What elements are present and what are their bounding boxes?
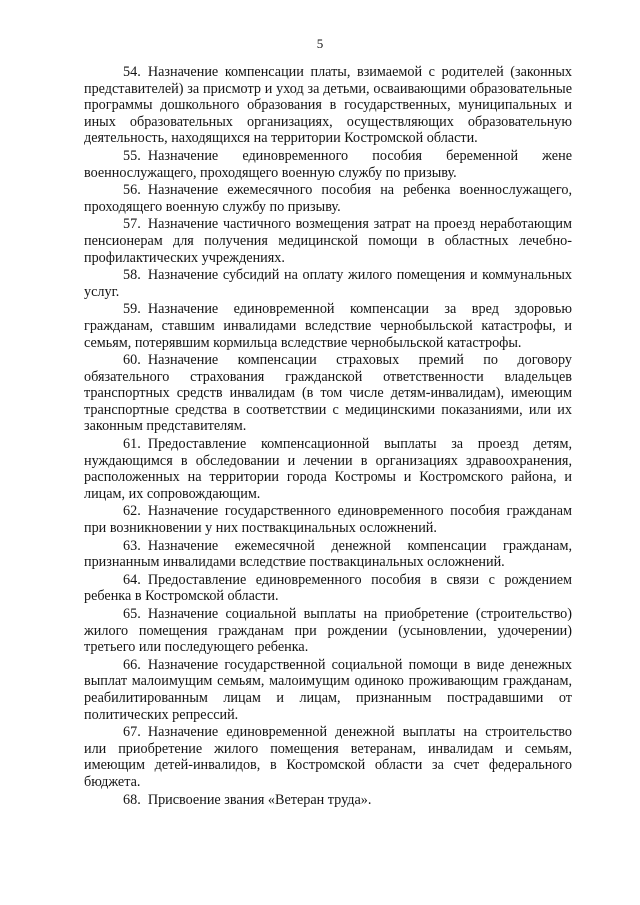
- item-number: 67.: [123, 724, 141, 741]
- item-text: Назначение частичного возмещения затрат на проезд неработающим пенсионерам для получения медицинской помощи в областных лечебно-профилактических учреждениях.: [84, 216, 572, 266]
- list-item: [84, 792, 572, 809]
- item-number: 57.: [123, 216, 141, 233]
- item-number: 65.: [123, 606, 141, 622]
- item-text: Предоставление компенсационной выплаты за проезд детям, нуждающимся в обследовании и лечении в организациях здравоохранения, расположенных на территории города Костромы и Костромского района, и лицам, их сопровождающим.: [84, 436, 572, 502]
- item-number: 64.: [123, 571, 141, 588]
- item-number: 54.: [123, 64, 141, 80]
- item-text: Назначение ежемесячного пособия на ребенка военнослужащего, проходящего военную службу по призыву.: [84, 182, 572, 215]
- item-text: Назначение государственной социальной помощи в виде денежных выплат малоимущим семьям, малоимущим одиноко проживающим гражданам, реабилитированным лицам и лицам, признанным пострадавшими от политических репрессий.: [84, 656, 572, 723]
- item-number: 68.: [123, 791, 141, 808]
- list-item: [84, 538, 572, 571]
- document-body: [84, 64, 572, 809]
- item-number: 61.: [123, 436, 141, 453]
- list-item: [84, 301, 572, 351]
- page-number: 5: [316, 36, 324, 51]
- item-number: 66.: [123, 656, 141, 673]
- item-number: 55.: [123, 147, 141, 164]
- item-number: 62.: [123, 503, 141, 520]
- list-item: [84, 267, 572, 300]
- list-item: [84, 436, 572, 502]
- item-number: 56.: [123, 182, 141, 199]
- item-text: Назначение компенсации платы, взимаемой с родителей (законных представителей) за присмотр и уход за детьми, осваивающими образовательные программы дошкольного образования в государственных, муниципальных и иных образовательных организациях, осуществляющих образовательную деятельность, находящихся на территории Костромской области.: [84, 64, 572, 147]
- item-number: 59.: [123, 301, 141, 318]
- list-item: [84, 216, 572, 266]
- list-item: [84, 606, 572, 656]
- item-number: 58.: [123, 267, 141, 284]
- list-item: [84, 572, 572, 605]
- item-text: Присвоение звания «Ветеран труда».: [147, 791, 372, 808]
- item-text: Назначение единовременной компенсации за вред здоровью гражданам, ставшим инвалидами вследствие чернобыльской катастрофы, и семьям, потерявшим кормильца вследствие чернобыльской катастрофы.: [84, 301, 572, 351]
- item-text: Назначение компенсации страховых премий по договору обязательного страхования гражданской ответственности владельцев транспортных средств инвалидам (в том числе детям-инвалидам), имеющим транспортные средства в соответствии с медицинскими показаниями, или их законным представителям.: [84, 352, 572, 435]
- list-item: [84, 64, 572, 147]
- item-text: Назначение ежемесячной денежной компенсации гражданам, признанным инвалидами вследствие поствакцинальных осложнений.: [84, 537, 572, 571]
- list-item: [84, 352, 572, 435]
- item-number: 60.: [123, 352, 141, 369]
- item-number: 63.: [123, 537, 141, 554]
- list-item: [84, 657, 572, 723]
- item-text: Назначение субсидий на оплату жилого помещения и коммунальных услуг.: [84, 267, 572, 300]
- item-text: Назначение государственного единовременного пособия гражданам при возникновении у них поствакцинальных осложнений.: [84, 503, 572, 537]
- list-item: [84, 148, 572, 181]
- list-item: [84, 503, 572, 536]
- list-item: [84, 724, 572, 790]
- item-text: Назначение социальной выплаты на приобретение (строительство) жилого помещения гражданам при рождении (усыновлении, удочерении) третьего или последующего ребенка.: [84, 606, 572, 656]
- item-text: Предоставление единовременного пособия в связи с рождением ребенка в Костромской области.: [84, 571, 572, 605]
- item-text: Назначение единовременной денежной выплаты на строительство или приобретение жилого помещения ветеранам, инвалидам и семьям, имеющим детей-инвалидов, в Костромской области за счет федерального бюджета.: [84, 724, 572, 790]
- item-text: Назначение единовременного пособия беременной жене военнослужащего, проходящего военную службу по призыву.: [84, 147, 572, 181]
- list-item: [84, 182, 572, 215]
